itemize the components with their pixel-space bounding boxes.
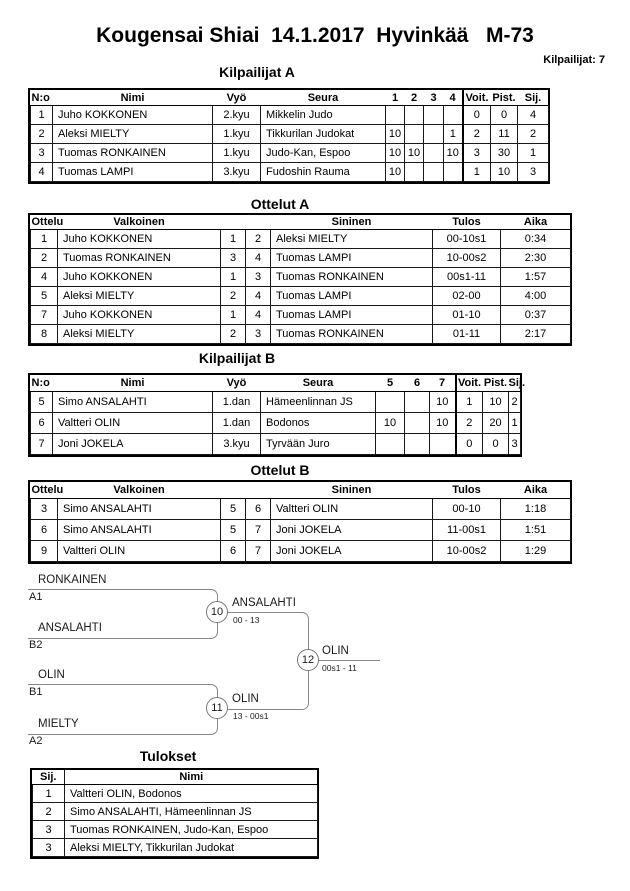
col-header-result: Tulos [433,482,501,499]
round-score [424,163,444,182]
final-score: 00s1 - 11 [322,663,357,673]
white-competitor-number: 2 [221,287,246,306]
white-competitor-number: 5 [221,520,246,541]
semifinal-2-score: 13 - 00s1 [233,711,269,721]
competitor-wins: 0 [463,106,491,125]
match-result: 02-00 [433,287,501,306]
match-time: 1:29 [501,541,571,562]
round-score [376,434,405,455]
competitor-name: Tuomas RONKAINEN [53,144,213,163]
result-name: Tuomas RONKAINEN, Judo-Kan, Espoo [65,821,318,839]
competitor-row [31,434,521,455]
round-score [444,163,463,182]
blue-competitor: Tuomas LAMPI [271,306,433,325]
competitor-points: 10 [483,392,509,413]
match-number: 8 [31,325,58,344]
round-score [405,163,424,182]
competitor-name: Tuomas LAMPI [53,163,213,182]
semifinal-1-score: 00 - 13 [233,615,260,625]
col-header-place: Sij. [518,90,549,106]
col-header-blue: Sininen [271,215,433,230]
match-row [31,541,571,562]
competitor-points: 30 [491,144,518,163]
white-competitor: Aleksi MIELTY [58,325,221,344]
white-competitor-number: 1 [221,230,246,249]
blue-competitor: Tuomas LAMPI [271,287,433,306]
bracket-entry-seed: A2 [29,735,43,747]
col-header-club: Seura [261,90,386,106]
match-result: 00-10s1 [433,230,501,249]
round-score [405,413,430,434]
match-time: 1:51 [501,520,571,541]
blue-competitor: Aleksi MIELTY [271,230,433,249]
result-place: 2 [33,803,65,821]
bracket-entry-name: MIELTY [38,718,79,730]
match-number: 6 [31,520,58,541]
competitor-club: Mikkelin Judo [261,106,386,125]
competitor-row [31,106,549,125]
match-number: 2 [31,249,58,268]
matches-a-table [28,213,572,346]
col-header-match: Ottelu [31,482,58,499]
bracket-entry-seed: B1 [29,686,43,698]
col-header-time: Aika [501,215,571,230]
competitor-points: 0 [483,434,509,455]
round-score: 10 [405,144,424,163]
col-header-wins: Voit. [456,375,483,392]
round-score [430,434,456,455]
blue-competitor-number: 7 [246,520,271,541]
competitor-wins: 2 [463,125,491,144]
white-competitor-number: 3 [221,249,246,268]
results-table [30,768,319,859]
round-score [444,106,463,125]
competitor-club: Hämeenlinnan JS [261,392,376,413]
white-competitor-number: 5 [221,499,246,520]
match-number: 4 [31,268,58,287]
competitor-place: 1 [509,413,521,434]
result-place: 3 [33,839,65,857]
competitor-points: 0 [491,106,518,125]
competitor-name: Valtteri OLIN [53,413,213,434]
competitor-row [31,392,521,413]
round-score [405,392,430,413]
round-score [405,434,430,455]
col-header-white-number [221,215,246,230]
matches-b-table [28,480,572,564]
competitor-club: Tikkurilan Judokat [261,125,386,144]
competitor-number: 4 [31,163,53,182]
match-row [31,249,571,268]
result-place: 3 [33,821,65,839]
competitor-belt: 1.dan [213,392,261,413]
bracket-entry-name: ANSALAHTI [38,622,102,634]
competitor-wins: 1 [456,392,483,413]
match-number: 7 [31,306,58,325]
match-result: 00-10 [433,499,501,520]
round-score [376,392,405,413]
blue-competitor-number: 3 [246,325,271,344]
col-header-blue-number [246,482,271,499]
bracket-entry-name: OLIN [38,669,65,681]
pool-a-header-row [31,90,549,106]
bracket-entry-name: RONKAINEN [38,574,107,586]
col-header-round-3: 3 [424,90,444,106]
match-number: 5 [31,287,58,306]
result-row [33,821,318,839]
result-name: Simo ANSALAHTI, Hämeenlinnan JS [65,803,318,821]
match-number: 1 [31,230,58,249]
competitor-number: 1 [31,106,53,125]
white-competitor: Simo ANSALAHTI [58,499,221,520]
match-row [31,499,571,520]
white-competitor: Tuomas RONKAINEN [58,249,221,268]
col-header-result: Tulos [433,215,501,230]
result-name: Valtteri OLIN, Bodonos [65,785,318,803]
match-number-badge: 12 [297,649,319,671]
result-row [33,785,318,803]
col-header-name: Nimi [53,375,213,392]
col-header-name: Nimi [53,90,213,106]
match-time: 2:30 [501,249,571,268]
result-row [33,839,318,857]
col-header-number: N:o [31,90,53,106]
match-number-badge: 11 [206,697,228,719]
matches-b-header-row [31,482,571,499]
white-competitor-number: 2 [221,325,246,344]
col-header-name: Nimi [65,770,318,785]
col-header-place: Sij. [509,375,521,392]
white-competitor: Juho KOKKONEN [58,306,221,325]
round-score [424,125,444,144]
round-score [386,106,405,125]
competitor-points: 11 [491,125,518,144]
blue-competitor: Tuomas LAMPI [271,249,433,268]
white-competitor: Juho KOKKONEN [58,268,221,287]
col-header-round-7: 7 [430,375,456,392]
competitor-belt: 1.kyu [213,144,261,163]
competitor-belt: 1.dan [213,413,261,434]
match-result: 10-00s2 [433,541,501,562]
result-row [33,803,318,821]
competitor-number: 6 [31,413,53,434]
match-result: 01-10 [433,306,501,325]
col-header-place: Sij. [33,770,65,785]
match-row [31,306,571,325]
match-time: 4:00 [501,287,571,306]
match-result: 00s1-11 [433,268,501,287]
blue-competitor-number: 3 [246,268,271,287]
competitor-belt: 3.kyu [213,434,261,455]
round-score: 10 [430,392,456,413]
match-row [31,520,571,541]
competitor-club: Fudoshin Rauma [261,163,386,182]
col-header-number: N:o [31,375,53,392]
competitor-club: Judo-Kan, Espoo [261,144,386,163]
competitor-place: 3 [509,434,521,455]
match-row [31,287,571,306]
blue-competitor: Tuomas RONKAINEN [271,325,433,344]
matches-a-header-row [31,215,571,230]
match-result: 01-11 [433,325,501,344]
white-competitor: Valtteri OLIN [58,541,221,562]
blue-competitor-number: 4 [246,306,271,325]
round-score: 10 [386,144,405,163]
white-competitor: Juho KOKKONEN [58,230,221,249]
results-header-row [33,770,318,785]
round-score [405,125,424,144]
match-time: 1:57 [501,268,571,287]
col-header-club: Seura [261,375,376,392]
col-header-round-2: 2 [405,90,424,106]
competitor-name: Aleksi MIELTY [53,125,213,144]
pool-a-table [28,88,550,184]
competitor-wins: 2 [456,413,483,434]
round-score: 10 [430,413,456,434]
col-header-white-number [221,482,246,499]
match-row [31,325,571,344]
match-time: 0:37 [501,306,571,325]
col-header-round-5: 5 [376,375,405,392]
competitor-points: 10 [491,163,518,182]
match-row [31,230,571,249]
blue-competitor: Joni JOKELA [271,520,433,541]
competitor-wins: 1 [463,163,491,182]
col-header-match: Ottelu [31,216,64,228]
white-competitor: Simo ANSALAHTI [58,520,221,541]
semifinal-2-winner: OLIN [232,693,259,705]
competitor-club: Tyrvään Juro [261,434,376,455]
competitor-name: Simo ANSALAHTI [53,392,213,413]
competitor-points: 20 [483,413,509,434]
bracket-entry-seed: A1 [29,591,43,603]
competitor-place: 1 [518,144,549,163]
competitor-place: 2 [518,125,549,144]
col-header-blue: Sininen [271,482,433,499]
blue-competitor-number: 4 [246,287,271,306]
match-number-badge: 10 [206,601,228,623]
blue-competitor-number: 2 [246,230,271,249]
white-competitor-number: 6 [221,541,246,562]
pool-a-heading: Kilpailijat A [219,64,295,80]
matches-b-heading: Ottelut B [250,462,310,478]
competitor-number: 3 [31,144,53,163]
competitor-wins: 3 [463,144,491,163]
col-header-belt: Vyö [213,90,261,106]
blue-competitor: Valtteri OLIN [271,499,433,520]
match-number: 9 [31,541,58,562]
col-header-round-6: 6 [405,375,430,392]
result-place: 1 [33,785,65,803]
match-result: 10-00s2 [433,249,501,268]
bracket-final-connector [217,612,309,710]
competitor-belt: 2.kyu [213,106,261,125]
competitor-name: Juho KOKKONEN [53,106,213,125]
competitor-belt: 1.kyu [213,125,261,144]
pool-b-header-row [31,375,521,392]
round-score [424,106,444,125]
final-winner: OLIN [322,645,349,657]
competitor-club: Bodonos [261,413,376,434]
semifinal-1-winner: ANSALAHTI [232,597,296,609]
match-result: 11-00s1 [433,520,501,541]
round-score: 1 [444,125,463,144]
bracket-entry-seed: B2 [29,639,43,651]
competitor-number: 5 [31,392,53,413]
round-score: 10 [376,413,405,434]
blue-competitor-number: 7 [246,541,271,562]
competitor-place: 4 [518,106,549,125]
competitor-name: Joni JOKELA [53,434,213,455]
blue-competitor: Joni JOKELA [271,541,433,562]
white-competitor-number: 1 [221,306,246,325]
col-header-round-4: 4 [444,90,463,106]
competitor-row [31,163,549,182]
blue-competitor-number: 4 [246,249,271,268]
competitor-number: 2 [31,125,53,144]
competitor-row [31,144,549,163]
col-header-points: Pist. [492,91,516,104]
results-heading: Tulokset [139,748,197,764]
round-score: 10 [386,125,405,144]
pool-b-heading: Kilpailijat B [198,350,276,366]
round-score: 10 [386,163,405,182]
col-header-blue-number [246,215,271,230]
competitor-place: 3 [518,163,549,182]
match-time: 1:18 [501,499,571,520]
round-score [405,106,424,125]
round-score: 10 [444,144,463,163]
competitor-number: 7 [31,434,53,455]
match-row [31,268,571,287]
result-name: Aleksi MIELTY, Tikkurilan Judokat [65,839,318,857]
competitor-row [31,125,549,144]
competitor-place: 2 [509,392,521,413]
match-number: 3 [31,499,58,520]
col-header-white: Valkoinen [58,215,221,230]
pool-b-table [28,373,526,457]
competitors-count: Kilpailijat: 7 [543,54,605,66]
col-header-white: Valkoinen [58,482,221,499]
match-time: 0:34 [501,230,571,249]
white-competitor: Aleksi MIELTY [58,287,221,306]
matches-a-heading: Ottelut A [250,196,310,212]
page-title: Kougensai Shiai 14.1.2017 Hyvinkää M-73 [96,24,534,47]
blue-competitor-number: 6 [246,499,271,520]
competitor-wins: 0 [456,434,483,455]
col-header-time: Aika [501,482,571,499]
col-header-points: Pist. [483,375,509,392]
col-header-belt: Vyö [213,375,261,392]
round-score [424,144,444,163]
white-competitor-number: 1 [221,268,246,287]
blue-competitor: Tuomas RONKAINEN [271,268,433,287]
col-header-wins: Voit. [463,90,491,106]
col-header-round-1: 1 [386,90,405,106]
competitor-belt: 3.kyu [213,163,261,182]
competitor-row [31,413,521,434]
match-time: 2:17 [501,325,571,344]
